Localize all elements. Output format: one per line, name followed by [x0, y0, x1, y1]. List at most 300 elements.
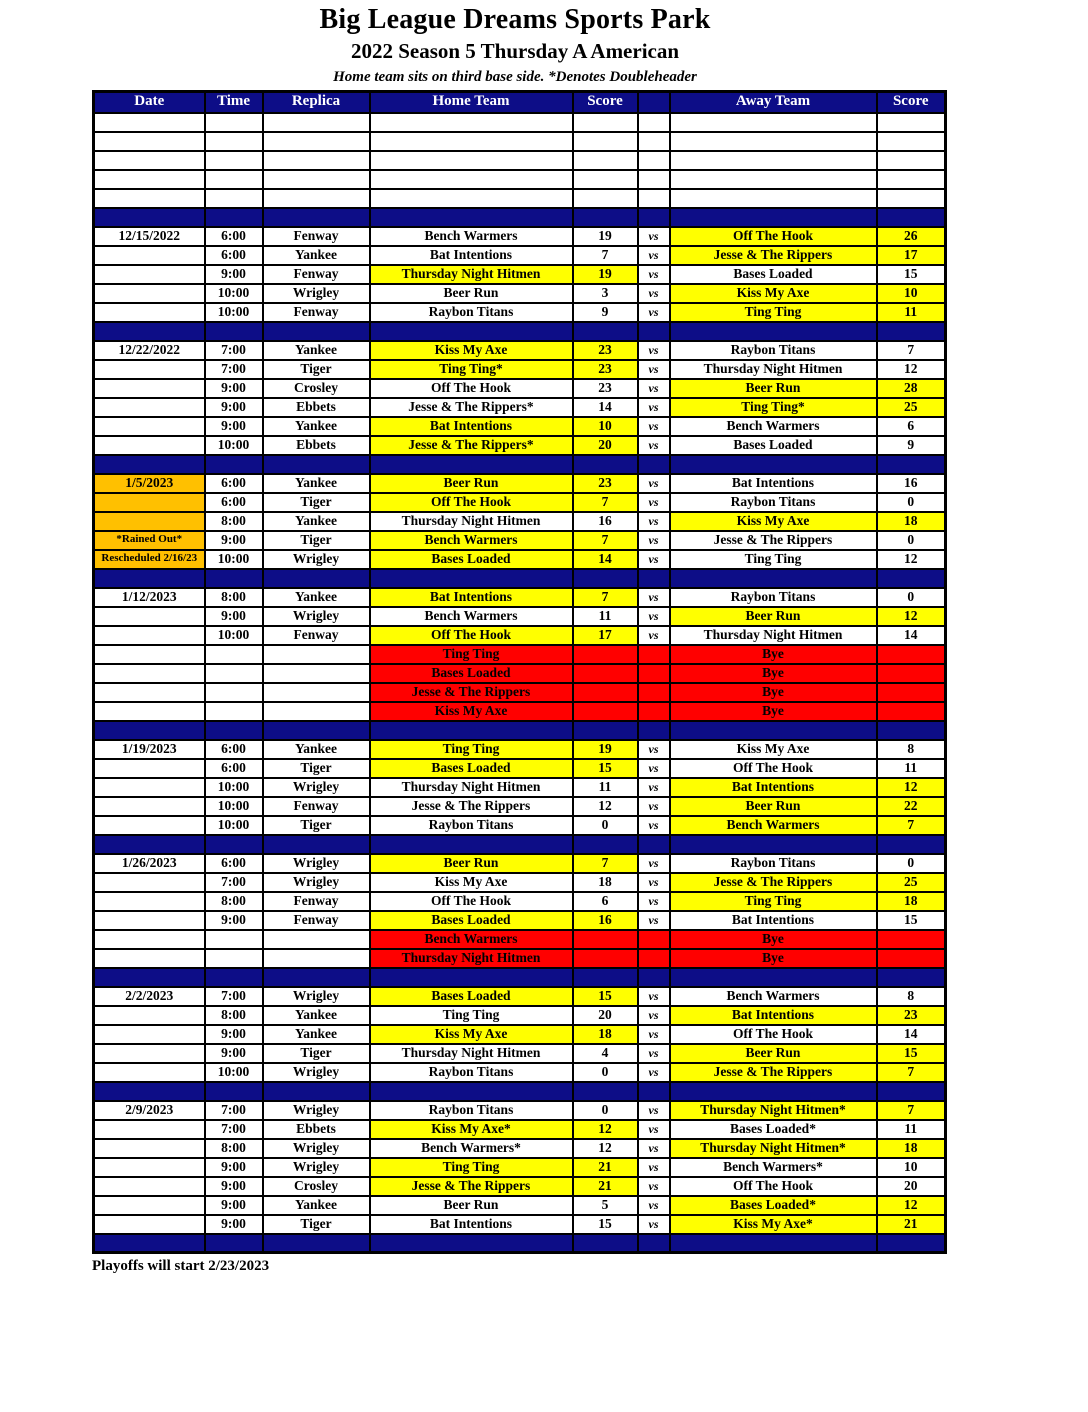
- date-cell: [94, 1196, 205, 1215]
- vs-cell: [638, 208, 670, 227]
- game-row: [94, 1063, 946, 1082]
- vs-cell: vs: [638, 987, 670, 1006]
- date-cell: 2/9/2023: [94, 1101, 205, 1120]
- time-cell: 9:00: [205, 265, 263, 284]
- time-cell: 10:00: [205, 778, 263, 797]
- vs-cell: vs: [638, 911, 670, 930]
- away-score-cell: [877, 322, 946, 341]
- home-score-cell: 0: [573, 816, 638, 835]
- home-team-cell: Thursday Night Hitmen: [370, 1044, 573, 1063]
- date-cell: 12/22/2022: [94, 341, 205, 360]
- away-team-cell: Ting Ting: [670, 892, 877, 911]
- away-score-cell: 7: [877, 816, 946, 835]
- vs-cell: vs: [638, 474, 670, 493]
- away-team-cell: Off The Hook: [670, 1025, 877, 1044]
- date-cell: [94, 284, 205, 303]
- game-row: [94, 1196, 946, 1215]
- date-cell: 1/19/2023: [94, 740, 205, 759]
- home-score-cell: 19: [573, 227, 638, 246]
- date-cell: 1/12/2023: [94, 588, 205, 607]
- home-team-cell: Bench Warmers: [370, 227, 573, 246]
- season-subtitle: 2022 Season 5 Thursday A American: [350, 39, 680, 63]
- home-score-cell: 14: [573, 550, 638, 569]
- home-score-cell: 7: [573, 531, 638, 550]
- away-team-cell: [670, 968, 877, 987]
- replica-cell: [263, 322, 370, 341]
- away-team-cell: [670, 151, 877, 170]
- home-team-cell: Off The Hook: [370, 493, 573, 512]
- away-team-cell: Bases Loaded: [670, 265, 877, 284]
- date-cell: Rescheduled 2/16/23: [94, 550, 205, 569]
- date-cell: 12/15/2022: [94, 227, 205, 246]
- away-team-cell: Bye: [670, 949, 877, 968]
- away-score-cell: 0: [877, 493, 946, 512]
- home-team-cell: Ting Ting*: [370, 360, 573, 379]
- replica-cell: Yankee: [263, 1006, 370, 1025]
- replica-cell: Wrigley: [263, 1139, 370, 1158]
- empty-row: [94, 113, 946, 132]
- home-score-cell: 9: [573, 303, 638, 322]
- time-cell: 7:00: [205, 1101, 263, 1120]
- date-cell: [94, 1025, 205, 1044]
- game-row: [94, 360, 946, 379]
- away-score-cell: 8: [877, 987, 946, 1006]
- away-score-cell: [877, 132, 946, 151]
- vs-cell: vs: [638, 531, 670, 550]
- game-row: [94, 417, 946, 436]
- away-score-cell: 22: [877, 797, 946, 816]
- away-team-cell: Ting Ting*: [670, 398, 877, 417]
- away-score-cell: 6: [877, 417, 946, 436]
- home-score-cell: 20: [573, 1006, 638, 1025]
- away-team-cell: Kiss My Axe: [670, 512, 877, 531]
- time-cell: 10:00: [205, 1063, 263, 1082]
- time-cell: [205, 1082, 263, 1101]
- game-row: [94, 816, 946, 835]
- game-row: [94, 1215, 946, 1234]
- game-row: [94, 911, 946, 930]
- home-team-cell: [370, 170, 573, 189]
- away-score-cell: 14: [877, 1025, 946, 1044]
- replica-cell: Ebbets: [263, 1120, 370, 1139]
- away-score-cell: 8: [877, 740, 946, 759]
- replica-cell: [263, 930, 370, 949]
- replica-cell: Crosley: [263, 379, 370, 398]
- away-score-cell: [877, 721, 946, 740]
- home-score-cell: 10: [573, 417, 638, 436]
- away-score-cell: [877, 702, 946, 721]
- away-score-cell: 25: [877, 398, 946, 417]
- home-score-cell: 7: [573, 246, 638, 265]
- away-score-cell: 15: [877, 1044, 946, 1063]
- away-score-cell: [877, 455, 946, 474]
- replica-cell: Tiger: [263, 531, 370, 550]
- vs-cell: vs: [638, 1025, 670, 1044]
- home-score-cell: 11: [573, 607, 638, 626]
- away-team-cell: [670, 170, 877, 189]
- away-score-cell: 11: [877, 759, 946, 778]
- home-score-cell: 7: [573, 854, 638, 873]
- time-cell: [205, 664, 263, 683]
- vs-cell: vs: [638, 360, 670, 379]
- away-team-cell: [670, 208, 877, 227]
- vs-cell: vs: [638, 1158, 670, 1177]
- date-cell: [94, 702, 205, 721]
- away-team-cell: Thursday Night Hitmen: [670, 626, 877, 645]
- away-team-cell: [670, 322, 877, 341]
- replica-cell: Wrigley: [263, 873, 370, 892]
- away-team-cell: Jesse & The Rippers: [670, 246, 877, 265]
- date-cell: [94, 683, 205, 702]
- date-cell: [94, 607, 205, 626]
- replica-cell: Fenway: [263, 265, 370, 284]
- date-cell: [94, 132, 205, 151]
- replica-cell: Fenway: [263, 911, 370, 930]
- home-team-cell: Off The Hook: [370, 892, 573, 911]
- away-score-cell: [877, 835, 946, 854]
- replica-cell: [263, 189, 370, 208]
- time-cell: 6:00: [205, 246, 263, 265]
- away-team-cell: Raybon Titans: [670, 588, 877, 607]
- away-score-cell: [877, 569, 946, 588]
- home-team-cell: Jesse & The Rippers: [370, 683, 573, 702]
- bye-row: [94, 683, 946, 702]
- game-row: [94, 379, 946, 398]
- away-team-cell: [670, 132, 877, 151]
- game-row: [94, 341, 946, 360]
- away-score-cell: 11: [877, 1120, 946, 1139]
- home-team-cell: Bench Warmers: [370, 607, 573, 626]
- tagline-note: Home team sits on third base side. *Denotes Doubleheader: [333, 69, 697, 85]
- away-team-cell: Thursday Night Hitmen: [670, 360, 877, 379]
- date-cell: [94, 968, 205, 987]
- column-header-replica: Replica: [263, 92, 370, 113]
- date-cell: [94, 892, 205, 911]
- vs-cell: vs: [638, 512, 670, 531]
- column-header-away-score: Score: [877, 92, 946, 113]
- home-score-cell: 15: [573, 1215, 638, 1234]
- home-team-cell: Raybon Titans: [370, 303, 573, 322]
- vs-cell: vs: [638, 778, 670, 797]
- home-score-cell: 21: [573, 1158, 638, 1177]
- away-score-cell: 12: [877, 1196, 946, 1215]
- home-score-cell: 7: [573, 493, 638, 512]
- home-team-cell: Bases Loaded: [370, 987, 573, 1006]
- away-team-cell: Bench Warmers*: [670, 1158, 877, 1177]
- date-cell: [94, 1044, 205, 1063]
- away-team-cell: Bat Intentions: [670, 911, 877, 930]
- home-score-cell: [573, 835, 638, 854]
- away-team-cell: Bat Intentions: [670, 474, 877, 493]
- vs-cell: vs: [638, 740, 670, 759]
- date-cell: [94, 778, 205, 797]
- separator-row: [94, 835, 946, 854]
- replica-cell: Tiger: [263, 493, 370, 512]
- vs-cell: vs: [638, 626, 670, 645]
- replica-cell: Tiger: [263, 1215, 370, 1234]
- time-cell: 9:00: [205, 911, 263, 930]
- time-cell: 6:00: [205, 474, 263, 493]
- away-score-cell: 18: [877, 892, 946, 911]
- replica-cell: Wrigley: [263, 1101, 370, 1120]
- home-score-cell: [573, 664, 638, 683]
- date-cell: [94, 797, 205, 816]
- away-score-cell: [877, 1082, 946, 1101]
- replica-cell: Yankee: [263, 512, 370, 531]
- home-team-cell: Kiss My Axe: [370, 702, 573, 721]
- home-team-cell: Thursday Night Hitmen: [370, 949, 573, 968]
- date-cell: [94, 208, 205, 227]
- time-cell: 10:00: [205, 436, 263, 455]
- replica-cell: Wrigley: [263, 1158, 370, 1177]
- away-score-cell: [877, 208, 946, 227]
- time-cell: [205, 683, 263, 702]
- date-cell: [94, 189, 205, 208]
- game-row: [94, 987, 946, 1006]
- game-row: [94, 797, 946, 816]
- home-score-cell: 0: [573, 1101, 638, 1120]
- replica-cell: Fenway: [263, 626, 370, 645]
- home-team-cell: Bat Intentions: [370, 246, 573, 265]
- away-team-cell: Raybon Titans: [670, 341, 877, 360]
- away-team-cell: Bases Loaded*: [670, 1120, 877, 1139]
- replica-cell: [263, 664, 370, 683]
- home-score-cell: [573, 208, 638, 227]
- away-score-cell: 14: [877, 626, 946, 645]
- away-score-cell: 12: [877, 360, 946, 379]
- home-team-cell: Beer Run: [370, 284, 573, 303]
- date-cell: [94, 113, 205, 132]
- date-cell: [94, 873, 205, 892]
- time-cell: 7:00: [205, 341, 263, 360]
- game-row: [94, 626, 946, 645]
- date-cell: 1/5/2023: [94, 474, 205, 493]
- vs-cell: vs: [638, 417, 670, 436]
- date-cell: 2/2/2023: [94, 987, 205, 1006]
- table-body: [94, 113, 946, 1253]
- bye-row: [94, 930, 946, 949]
- home-team-cell: Thursday Night Hitmen: [370, 512, 573, 531]
- replica-cell: Yankee: [263, 588, 370, 607]
- home-team-cell: Thursday Night Hitmen: [370, 265, 573, 284]
- away-team-cell: Jesse & The Rippers: [670, 873, 877, 892]
- away-team-cell: Beer Run: [670, 607, 877, 626]
- away-score-cell: [877, 189, 946, 208]
- away-score-cell: [877, 151, 946, 170]
- time-cell: 10:00: [205, 626, 263, 645]
- away-score-cell: [877, 683, 946, 702]
- empty-row: [94, 151, 946, 170]
- time-cell: 9:00: [205, 1196, 263, 1215]
- empty-row: [94, 189, 946, 208]
- date-cell: [94, 1120, 205, 1139]
- time-cell: 9:00: [205, 1025, 263, 1044]
- time-cell: 10:00: [205, 550, 263, 569]
- replica-cell: Crosley: [263, 1177, 370, 1196]
- time-cell: 9:00: [205, 379, 263, 398]
- vs-cell: [638, 151, 670, 170]
- away-score-cell: 12: [877, 550, 946, 569]
- vs-cell: [638, 113, 670, 132]
- vs-cell: [638, 1234, 670, 1253]
- replica-cell: Wrigley: [263, 854, 370, 873]
- vs-cell: vs: [638, 1177, 670, 1196]
- replica-cell: Yankee: [263, 417, 370, 436]
- game-row: [94, 854, 946, 873]
- vs-cell: [638, 132, 670, 151]
- vs-cell: vs: [638, 816, 670, 835]
- vs-cell: vs: [638, 1139, 670, 1158]
- date-cell: [94, 1063, 205, 1082]
- home-score-cell: 6: [573, 892, 638, 911]
- replica-cell: Ebbets: [263, 398, 370, 417]
- replica-cell: [263, 949, 370, 968]
- game-row: [94, 246, 946, 265]
- away-team-cell: Bye: [670, 664, 877, 683]
- time-cell: 10:00: [205, 303, 263, 322]
- home-score-cell: 16: [573, 512, 638, 531]
- away-score-cell: [877, 664, 946, 683]
- game-row: [94, 550, 946, 569]
- replica-cell: Tiger: [263, 1044, 370, 1063]
- date-cell: [94, 645, 205, 664]
- home-team-cell: Bases Loaded: [370, 664, 573, 683]
- vs-cell: vs: [638, 284, 670, 303]
- home-team-cell: [370, 322, 573, 341]
- date-cell: [94, 322, 205, 341]
- vs-cell: vs: [638, 1215, 670, 1234]
- away-score-cell: 20: [877, 1177, 946, 1196]
- date-cell: [94, 417, 205, 436]
- date-cell: [94, 664, 205, 683]
- column-header-vs: [638, 92, 670, 113]
- home-team-cell: Kiss My Axe: [370, 341, 573, 360]
- away-team-cell: Thursday Night Hitmen*: [670, 1139, 877, 1158]
- away-score-cell: 0: [877, 588, 946, 607]
- time-cell: 9:00: [205, 417, 263, 436]
- time-cell: 10:00: [205, 284, 263, 303]
- home-team-cell: Beer Run: [370, 474, 573, 493]
- home-score-cell: 23: [573, 379, 638, 398]
- home-score-cell: 19: [573, 740, 638, 759]
- away-team-cell: [670, 189, 877, 208]
- column-header-away-team: Away Team: [670, 92, 877, 113]
- home-score-cell: 18: [573, 873, 638, 892]
- home-score-cell: [573, 189, 638, 208]
- time-cell: 10:00: [205, 816, 263, 835]
- home-score-cell: 12: [573, 797, 638, 816]
- game-row: [94, 531, 946, 550]
- column-header-date: Date: [94, 92, 205, 113]
- vs-cell: [638, 702, 670, 721]
- home-team-cell: [370, 151, 573, 170]
- game-row: [94, 1120, 946, 1139]
- away-team-cell: Kiss My Axe*: [670, 1215, 877, 1234]
- time-cell: 9:00: [205, 607, 263, 626]
- replica-cell: [263, 1082, 370, 1101]
- time-cell: [205, 835, 263, 854]
- date-cell: [94, 911, 205, 930]
- vs-cell: [638, 949, 670, 968]
- replica-cell: Yankee: [263, 341, 370, 360]
- time-cell: [205, 208, 263, 227]
- home-team-cell: Ting Ting: [370, 1006, 573, 1025]
- home-team-cell: Bases Loaded: [370, 759, 573, 778]
- away-team-cell: Ting Ting: [670, 303, 877, 322]
- bye-row: [94, 949, 946, 968]
- replica-cell: Fenway: [263, 303, 370, 322]
- away-team-cell: Bench Warmers: [670, 417, 877, 436]
- vs-cell: vs: [638, 436, 670, 455]
- vs-cell: vs: [638, 379, 670, 398]
- home-team-cell: Jesse & The Rippers: [370, 1177, 573, 1196]
- away-team-cell: Bat Intentions: [670, 1006, 877, 1025]
- away-score-cell: [877, 113, 946, 132]
- home-score-cell: [573, 113, 638, 132]
- date-cell: *Rained Out*: [94, 531, 205, 550]
- time-cell: [205, 322, 263, 341]
- home-team-cell: Jesse & The Rippers*: [370, 436, 573, 455]
- home-score-cell: 11: [573, 778, 638, 797]
- time-cell: 8:00: [205, 1139, 263, 1158]
- replica-cell: [263, 1234, 370, 1253]
- time-cell: 9:00: [205, 1215, 263, 1234]
- away-team-cell: Raybon Titans: [670, 493, 877, 512]
- date-cell: [94, 265, 205, 284]
- game-row: [94, 1044, 946, 1063]
- game-row: [94, 1006, 946, 1025]
- home-score-cell: 12: [573, 1139, 638, 1158]
- time-cell: 8:00: [205, 1006, 263, 1025]
- game-row: [94, 588, 946, 607]
- away-score-cell: 12: [877, 607, 946, 626]
- home-score-cell: 4: [573, 1044, 638, 1063]
- time-cell: [205, 132, 263, 151]
- away-score-cell: 26: [877, 227, 946, 246]
- home-team-cell: Kiss My Axe: [370, 873, 573, 892]
- away-team-cell: Bat Intentions: [670, 778, 877, 797]
- replica-cell: [263, 569, 370, 588]
- table-header: [94, 92, 946, 113]
- home-team-cell: [370, 189, 573, 208]
- replica-cell: Yankee: [263, 1025, 370, 1044]
- away-team-cell: Jesse & The Rippers: [670, 1063, 877, 1082]
- away-score-cell: 15: [877, 911, 946, 930]
- away-score-cell: 25: [877, 873, 946, 892]
- away-score-cell: 23: [877, 1006, 946, 1025]
- vs-cell: [638, 645, 670, 664]
- replica-cell: Yankee: [263, 474, 370, 493]
- time-cell: [205, 170, 263, 189]
- away-score-cell: [877, 170, 946, 189]
- away-team-cell: [670, 835, 877, 854]
- away-team-cell: [670, 721, 877, 740]
- replica-cell: Tiger: [263, 759, 370, 778]
- replica-cell: Fenway: [263, 892, 370, 911]
- schedule-table: [92, 90, 947, 1254]
- away-team-cell: Beer Run: [670, 379, 877, 398]
- home-score-cell: [573, 132, 638, 151]
- replica-cell: Wrigley: [263, 778, 370, 797]
- home-team-cell: Bench Warmers*: [370, 1139, 573, 1158]
- vs-cell: vs: [638, 588, 670, 607]
- home-score-cell: 12: [573, 1120, 638, 1139]
- date-cell: [94, 569, 205, 588]
- date-cell: [94, 1139, 205, 1158]
- replica-cell: [263, 208, 370, 227]
- vs-cell: vs: [638, 607, 670, 626]
- away-team-cell: Kiss My Axe: [670, 740, 877, 759]
